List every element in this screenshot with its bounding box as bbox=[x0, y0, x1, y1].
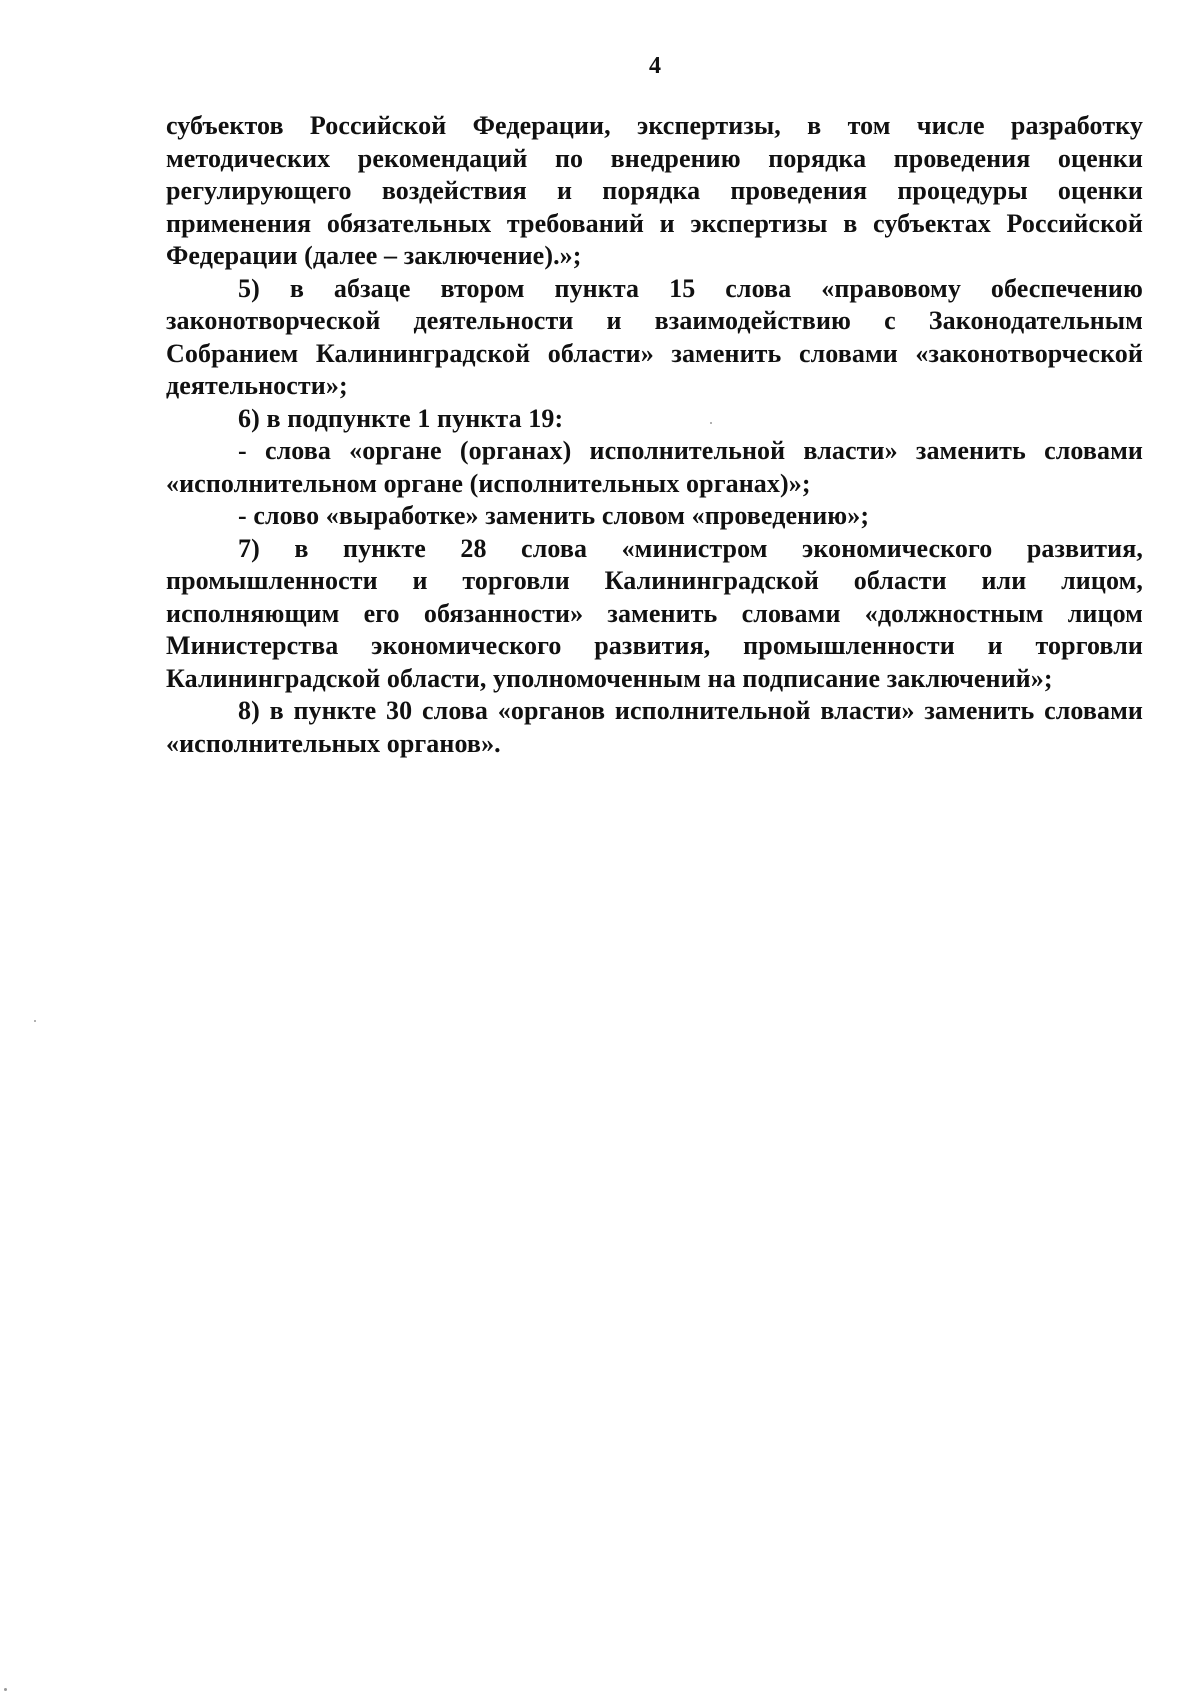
paragraph-item-8: 8) в пункте 30 слова «органов исполнительной власти» заменить словами «исполнительных органов». bbox=[166, 696, 1143, 758]
scan-speck bbox=[34, 1020, 36, 1022]
paragraph-item-6-dash-1: - слова «органе (органах) исполнительной власти» заменить словами «исполнительном органе (исполнительных органах)»; bbox=[166, 436, 1143, 498]
paragraph-item-5: 5) в абзаце втором пункта 15 слова «правовому обеспечению законотворческой деятельности и взаимодействию с Законодательным Собранием Калининградской области» заменить словами «законотворческой деятельности»; bbox=[166, 273, 1143, 400]
scan-speck bbox=[4, 1688, 7, 1691]
page-number: 4 bbox=[649, 53, 661, 79]
scan-speck bbox=[710, 422, 712, 424]
paragraph-item-6: 6) в подпункте 1 пункта 19: bbox=[238, 403, 564, 433]
paragraph-continuation: субъектов Российской Федерации, экспертизы, в том числе разработку методических рекомендаций по внедрению порядка проведения оценки регулирующего воздействия и порядка проведения процедуры оценки применения обязательных требований и экспертизы в субъектах Российской Федерации (далее – заключение).»; bbox=[166, 111, 1143, 270]
document-body bbox=[166, 110, 1143, 760]
paragraph-item-7: 7) в пункте 28 слова «министром экономического развития, промышленности и торговли Калининградской области или лицом, исполняющим его обязанности» заменить словами «должностным лицом Министерства экономического развития, промышленности и торговли Калининградской области, уполномоченным на подписание заключений»; bbox=[166, 533, 1143, 693]
paragraph-item-6-dash-2: - слово «выработке» заменить словом «проведению»; bbox=[238, 501, 870, 530]
